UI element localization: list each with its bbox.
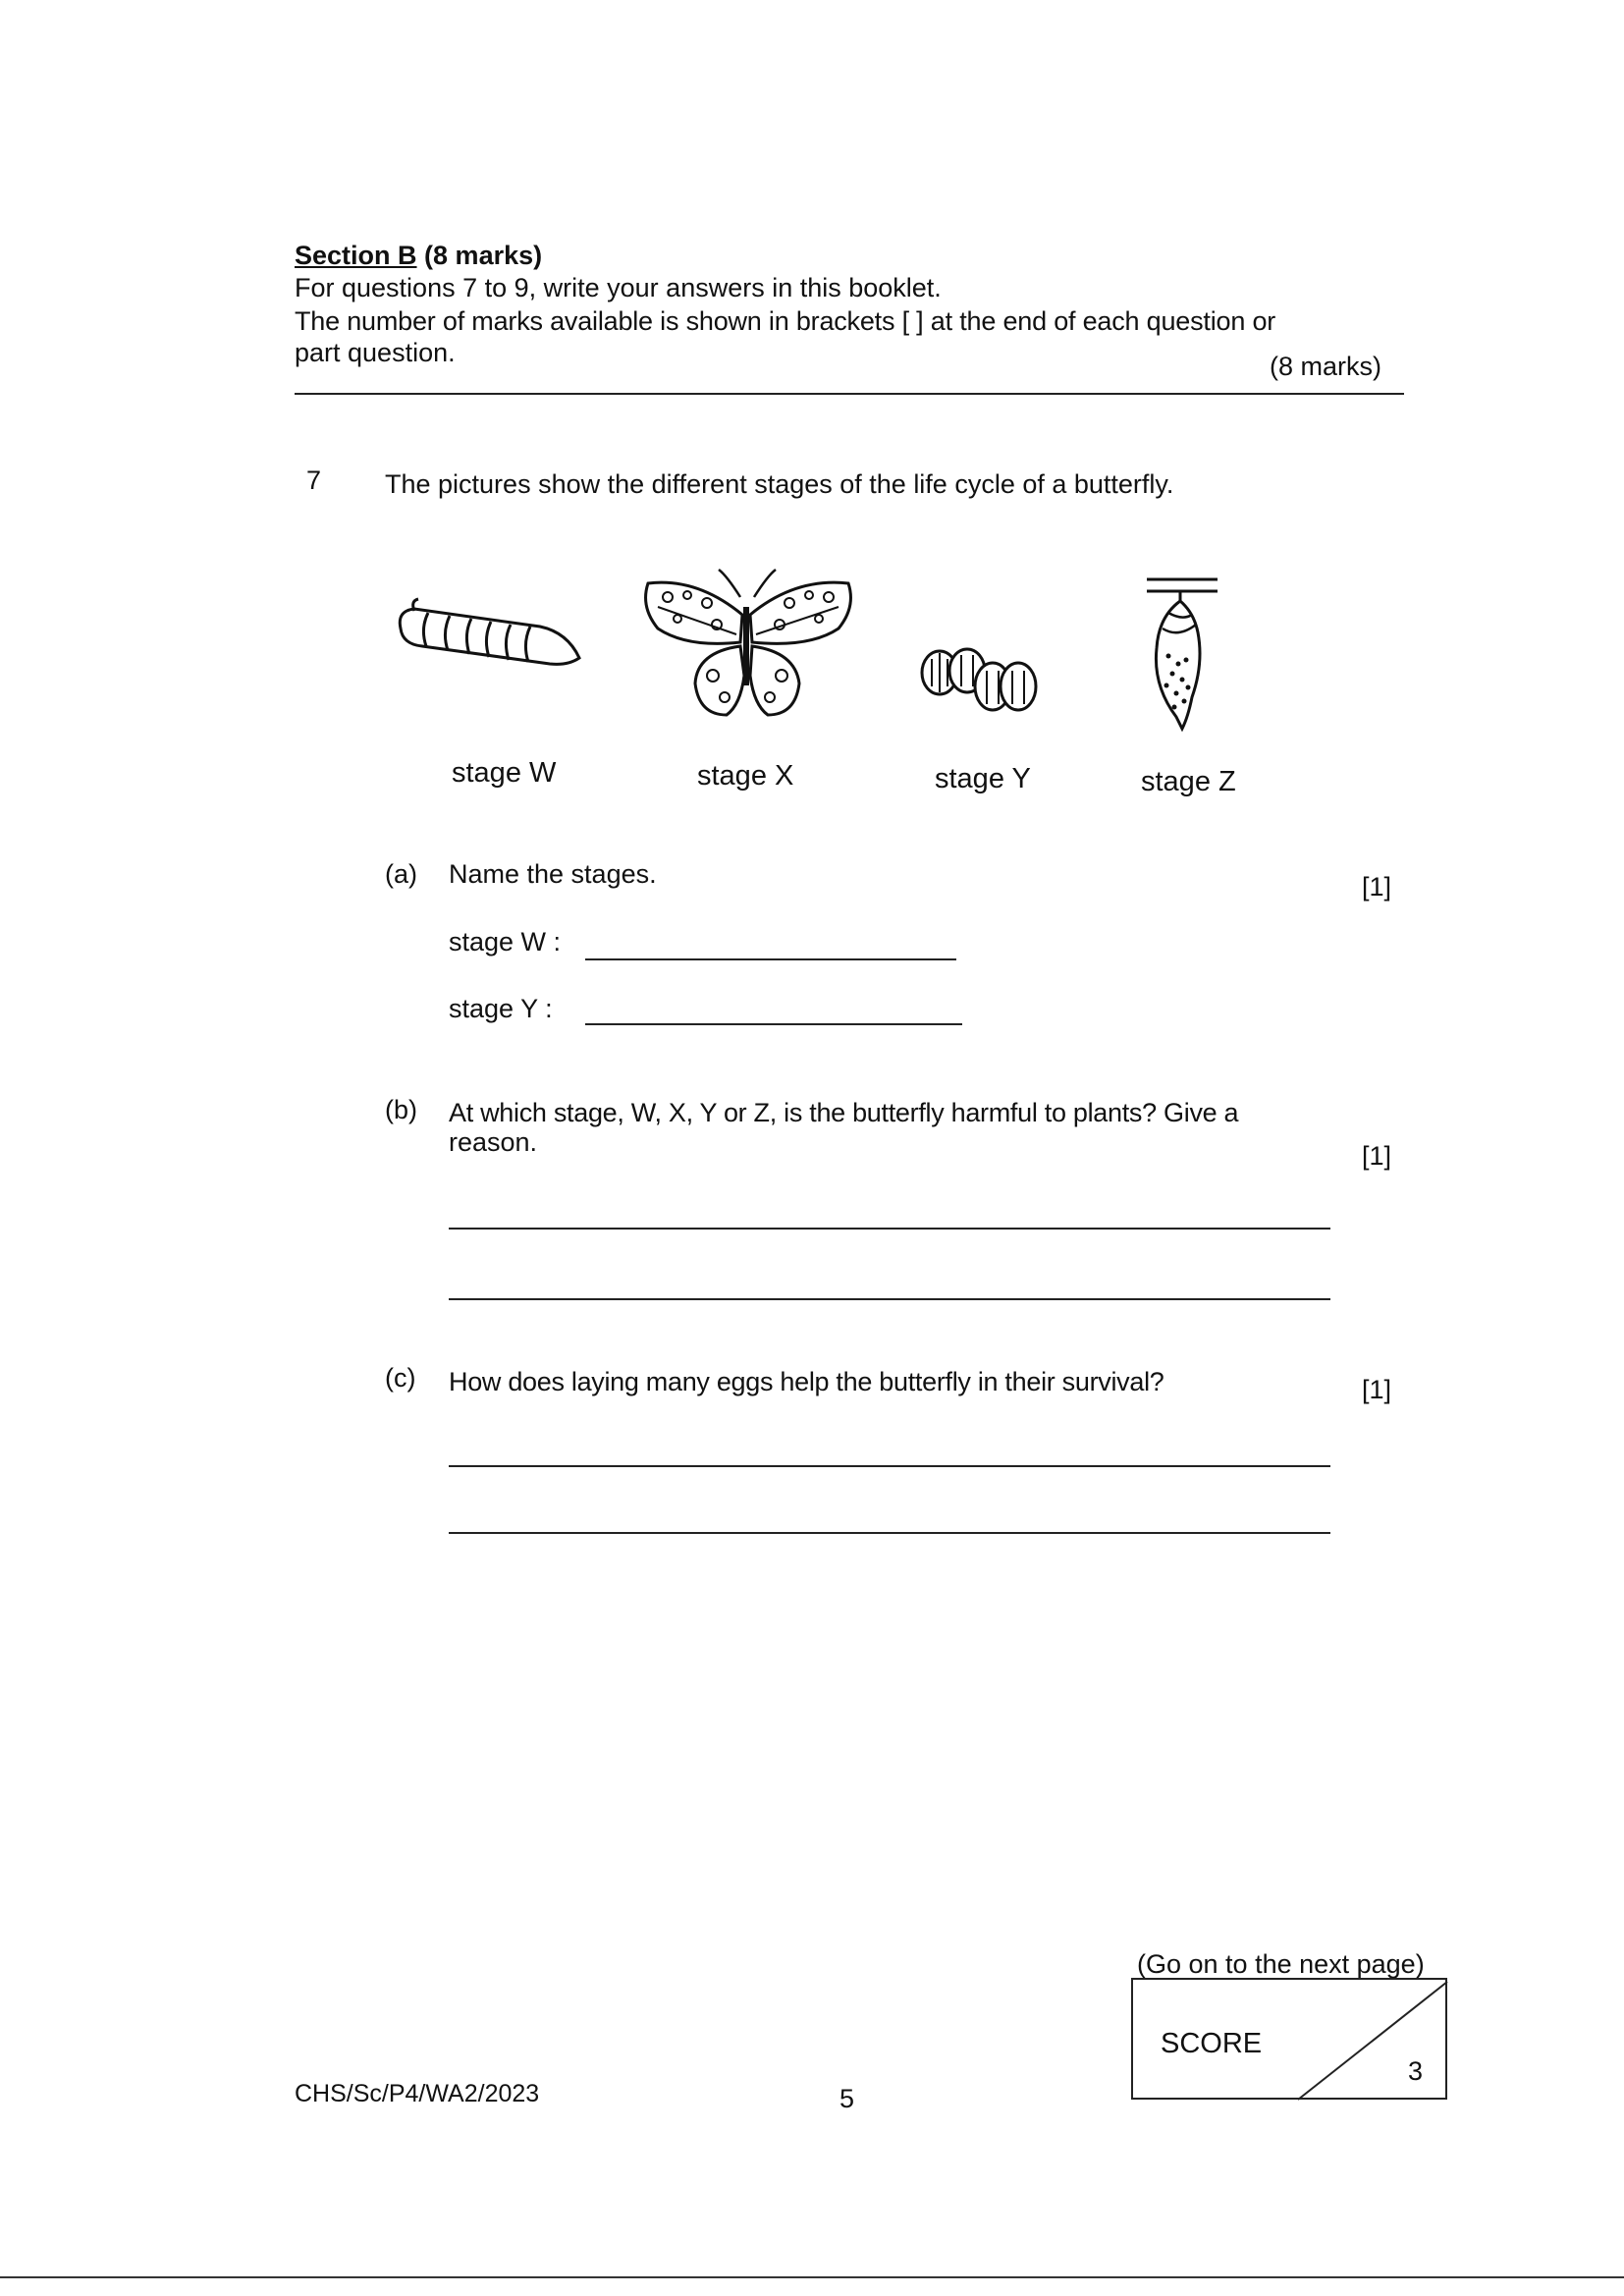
score-total: 3 (1408, 2056, 1424, 2086)
section-instruction-3: part question. (295, 338, 456, 367)
section-heading (295, 241, 542, 270)
section-total-marks: (8 marks) (1270, 352, 1381, 381)
stage-label-z: stage Z (1141, 766, 1236, 797)
stage-y-field-label: stage Y : (449, 994, 553, 1023)
stage-w-field-label: stage W : (449, 927, 562, 957)
stage-label-y: stage Y (935, 763, 1031, 794)
butterfly-icon (638, 568, 859, 725)
go-on-next-page: (Go on to the next page) (1137, 1949, 1425, 1979)
section-divider (295, 393, 1404, 395)
section-title: Section B (295, 241, 417, 270)
part-a-letter: (a) (385, 859, 417, 889)
part-c-answer-line-2[interactable] (449, 1532, 1330, 1534)
stage-y-answer-line[interactable] (585, 1023, 962, 1025)
part-b-answer-line-2[interactable] (449, 1298, 1330, 1300)
page-number: 5 (839, 2084, 855, 2113)
score-label: SCORE (1161, 2028, 1263, 2059)
paper-code: CHS/Sc/P4/WA2/2023 (295, 2080, 540, 2107)
part-c-letter: (c) (385, 1363, 416, 1393)
part-b-text-line1: At which stage, W, X, Y or Z, is the butterfly harmful to plants? Give a (449, 1098, 1239, 1127)
question-text: The pictures show the different stages of the life cycle of a butterfly. (385, 469, 1174, 499)
part-a-mark: [1] (1362, 872, 1392, 902)
part-b-mark: [1] (1362, 1141, 1392, 1171)
section-instruction-2: The number of marks available is shown in brackets [ ] at the end of each question or (295, 306, 1276, 336)
part-b-answer-line-1[interactable] (449, 1228, 1330, 1230)
page-bottom-edge (0, 2276, 1624, 2278)
stage-label-x: stage X (697, 760, 794, 792)
question-number: 7 (306, 465, 322, 495)
stage-label-w: stage W (452, 757, 557, 789)
part-c-text: How does laying many eggs help the butterfly in their survival? (449, 1367, 1164, 1396)
caterpillar-icon (393, 589, 589, 687)
part-b-letter: (b) (385, 1095, 417, 1124)
section-marks: (8 marks) (424, 241, 543, 270)
eggs-icon (918, 643, 1041, 722)
pupa-icon (1139, 570, 1227, 737)
section-instruction-1: For questions 7 to 9, write your answers in this booklet. (295, 273, 942, 302)
part-a-text: Name the stages. (449, 859, 657, 889)
part-b-text-line2: reason. (449, 1127, 538, 1157)
part-c-answer-line-1[interactable] (449, 1465, 1330, 1467)
part-c-mark: [1] (1362, 1375, 1392, 1404)
score-box (1131, 1978, 1447, 2100)
stage-w-answer-line[interactable] (585, 958, 956, 960)
